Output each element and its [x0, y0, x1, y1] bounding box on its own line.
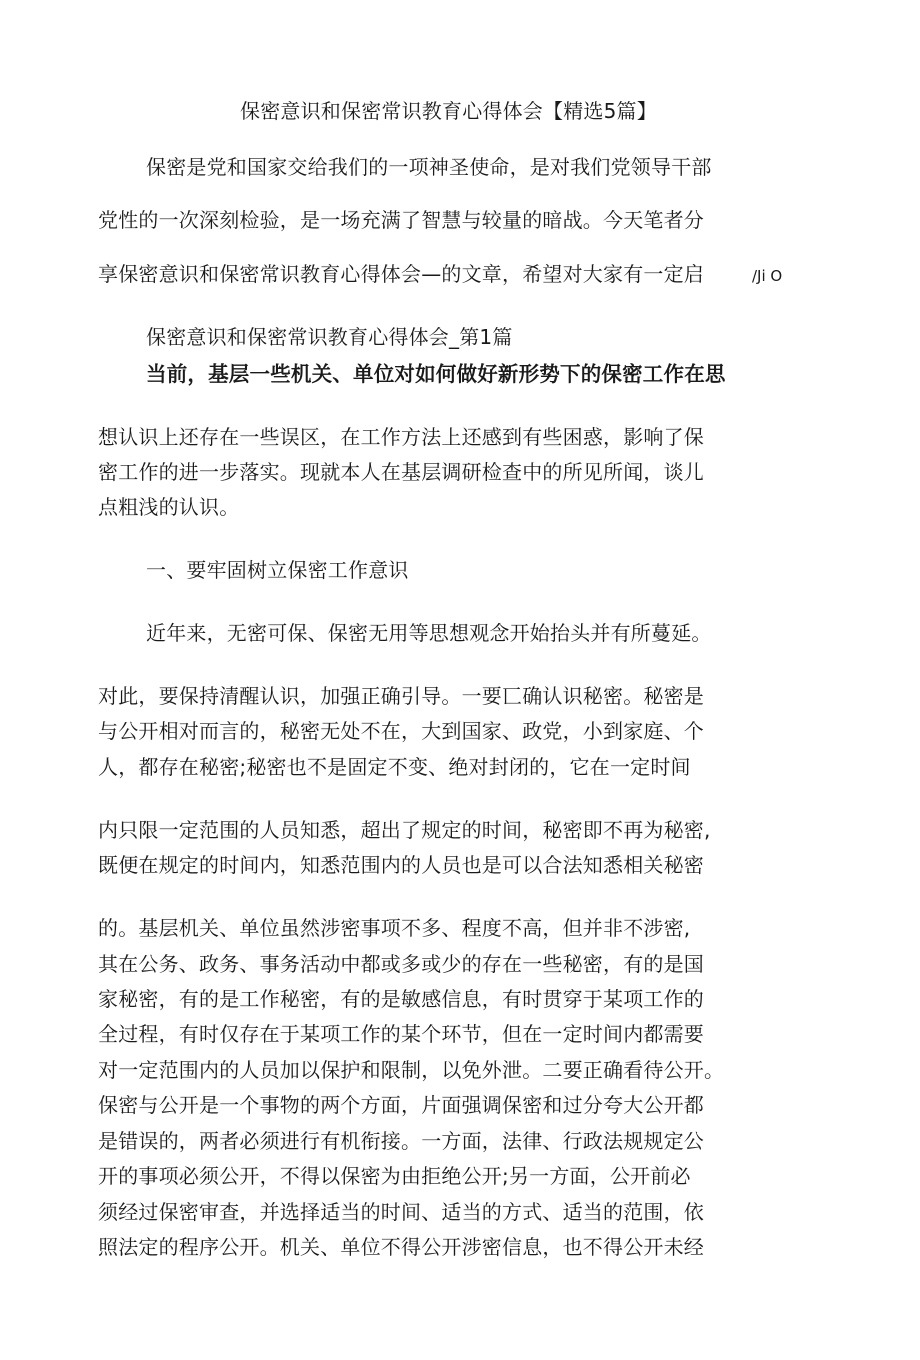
paragraph-line: 须经过保密审查，并选择适当的时间、适当的方式、适当的范围，依: [98, 1200, 704, 1224]
document-title: 保密意识和保密常识教育心得体会【精选5篇】: [240, 99, 657, 123]
paragraph-line: 对此，要保持清醒认识，加强正确引导。一要匸确认识秘密。秘密是: [98, 684, 704, 708]
paragraph-line: 是错误的，两者必须进行有机衔接。一方面，法律、行政法规规定公: [98, 1129, 704, 1153]
intro-line-3: 享保密意识和保密常识教育心得体会—的文章，希望对大家有一定启: [98, 262, 704, 286]
paragraph-line: 其在公务、政务、事务活动中都或多或少的存在一些秘密，有的是国: [98, 952, 704, 976]
paragraph-line: 全过程，有时仅存在于某项工作的某个环节，但在一定时间内都需要: [98, 1022, 704, 1046]
paragraph-line: 点粗浅的认识。: [98, 495, 240, 519]
paragraph-line: 开的事项必须公开，不得以保密为由拒绝公开;另一方面，公开前必: [98, 1164, 691, 1188]
paragraph-line: 既便在规定的时间内，知悉范围内的人员也是可以合法知悉相关秘密: [98, 853, 704, 877]
section-title: 保密意识和保密常识教育心得体会_第1篇: [146, 325, 513, 349]
paragraph-line: 的。基层机关、单位虽然涉密事项不多、程度不高，但并非不涉密,: [98, 916, 691, 940]
paragraph-line: 想认识上还存在一些误区，在工作方法上还感到有些困惑，影响了保: [98, 425, 704, 449]
heading-1: 一、要牢固树立保密工作意识: [146, 558, 409, 582]
paragraph-line: 家秘密，有的是工作秘密，有的是敏感信息，有时贯穿于某项工作的: [98, 987, 704, 1011]
paragraph-line: 密工作的进一步落实。现就本人在基层调研检查中的所见所闻，谈儿: [98, 460, 704, 484]
paragraph-line: 保密与公开是一个事物的两个方面，片面强调保密和过分夸大公开都: [98, 1093, 704, 1117]
intro-line-1: 保密是党和国家交给我们的一项神圣使命，是对我们党领导干部: [146, 155, 712, 179]
paragraph-line: 内只限一定范围的人员知悉，超出了规定的时间，秘密即不再为秘密,: [98, 818, 711, 842]
paragraph-line: 人，都存在秘密;秘密也不是固定不变、绝对封闭的，它在一定时间: [98, 755, 691, 779]
paragraph-line: 近年来，无密可保、保密无用等思想观念开始抬头并有所蔓延。: [146, 621, 712, 645]
paragraph-line: 照法定的程序公开。机关、单位不得公开涉密信息，也不得公开未经: [98, 1235, 704, 1259]
section-lead: 当前，基层一些机关、单位对如何做好新形势下的保密工作在思: [146, 362, 726, 386]
paragraph-line: 与公开相对而言的，秘密无处不在，大到国家、政党，小到家庭、个: [98, 719, 704, 743]
intro-line-2: 党性的一次深刻检验，是一场充满了智慧与较量的暗战。今天笔者分: [98, 208, 704, 232]
intro-margin-note: /Ji O: [752, 267, 783, 285]
paragraph-line: 对一定范围内的人员加以保护和限制，以免外泄。二要正确看待公开。: [98, 1058, 725, 1082]
